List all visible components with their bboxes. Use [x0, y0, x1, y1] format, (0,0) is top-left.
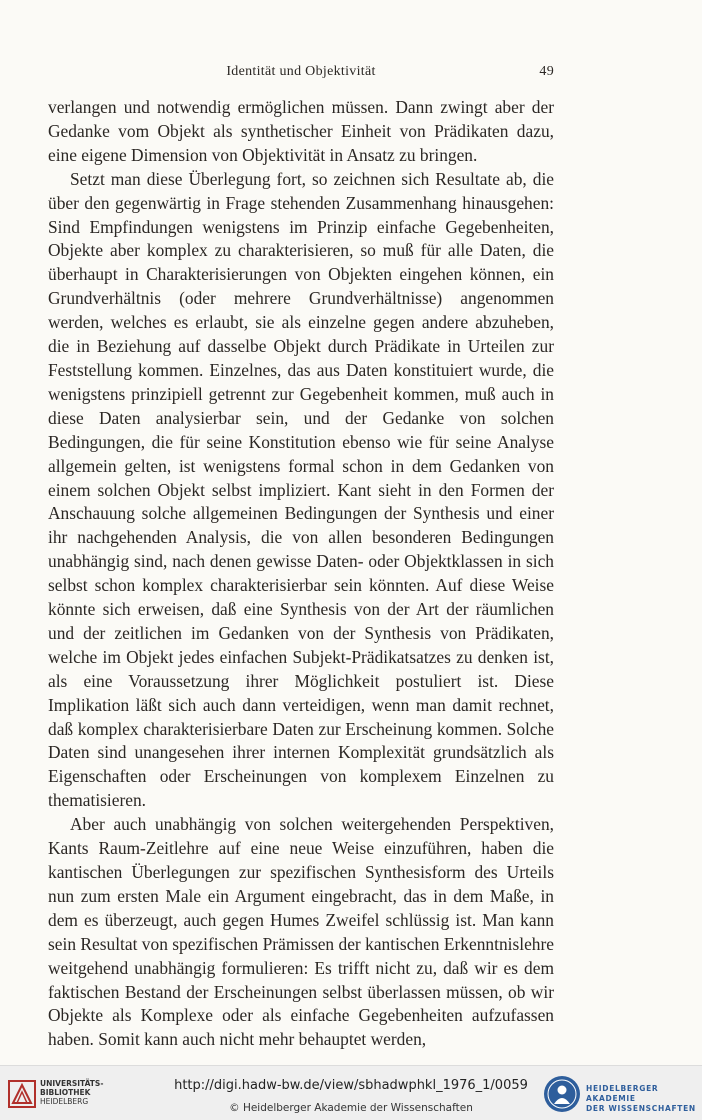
page-number: 49 — [539, 64, 554, 79]
ub-name-line1: UNIVERSITÄTS- — [40, 1079, 104, 1088]
academy-name — [586, 1084, 702, 1114]
academy-line1: HEIDELBERGER AKADEMIE — [586, 1084, 659, 1103]
running-head-title: Identität und Objektivität — [226, 64, 376, 79]
body-text — [48, 96, 554, 1052]
paragraph: Setzt man diese Überlegung fort, so zeichnen sich Resultate ab, die über den gegenwärtig in Frage stehenden Zusammenhang hinausgehen: Sind Empfindungen wenigstens im Prinzip einfache Gegebenheiten, Objekte aber komplex zu charakterisieren, so muß für alle Daten, die überhaupt in Charakterisierungen von Objekten eingehen können, ein Grundverhältnis (oder mehrere Grundverhältnisse) angenommen werden, welches es erlaubt, sie als einzelne gegen andere abzuheben, die in Beziehung auf dasselbe Objekt durch Prädikate in Urteilen zur Feststellung kommen. Einzelnes, das aus Daten konstituiert wurde, die wenigstens prinzipiell getrennt zur Gegebenheit kommen, muß auch in diese Daten analysierbar sein, und der Gedanke von solchen Bedingungen, die für seine Konstitution ebenso wie für seine Analyse allgemein gelten, ist wenigstens formal schon in dem Gedanken von einem solchen Objekt selbst impliziert. Kant sieht in den Formen der Anschauung solche allgemeinen Bedingungen der Synthesis und einer ihr nachgehenden Analysis, die von allen besonderen Bedingungen unabhängig sind, nach denen gewisse Daten- oder Objektklassen in sich selbst schon komplex charakterisierbar sein könnten. Auf diese Weise könnte sich erweisen, daß eine Synthesis von der Art der räumlichen und der zeitlichen im Gedanken von der Synthesis von Prädikaten, welche im Objekt jedes einfachen Subjekt-Prädikatsatzes zu denken ist, als eine Voraussetzung ihrer Möglichkeit postuliert ist. Diese Implikation läßt sich auch dann verteidigen, wenn man damit rechnet, daß komplex charakterisierbare Daten zur Erscheinung kommen. Solche Daten sind unangesehen ihrer internen Komplexität grundsätzlich als Eigenschaften oder Erscheinungen von komplexem Einzelnen zu thematisieren. — [48, 168, 554, 811]
ub-name-line2: BIBLIOTHEK — [40, 1088, 91, 1097]
permalink-url[interactable]: http://digi.hadw-bw.de/view/sbhadwphkl_1976_1/0059 — [174, 1078, 528, 1093]
copyright-notice: © Heidelberger Akademie der Wissenschaften — [229, 1102, 473, 1114]
ub-city: HEIDELBERG — [40, 1097, 89, 1106]
viewer-footer — [0, 1065, 702, 1120]
running-head — [48, 64, 554, 84]
academy-line2: DER WISSENSCHAFTEN — [586, 1104, 696, 1113]
paragraph-continued: verlangen und notwendig ermöglichen müssen. Dann zwingt aber der Gedanke vom Objekt als synthetischer Einheit von Prädikaten dazu, eine eigene Dimension von Objektivität in Ansatz zu bringen. — [48, 97, 554, 165]
academy-seal-icon — [543, 1075, 581, 1113]
paragraph: Aber auch unabhängig von solchen weitergehenden Perspektiven, Kants Raum-Zeitlehre auf eine neue Weise einzuführen, haben die kantischen Überlegungen zur spezifischen Synthesisform des Urteils nun zum ersten Male ein Argument eingebracht, das in dem Maße, in dem es überzeugt, auch gegen Humes Zweifel schlüssig ist. Man kann sein Resultat von spezifischen Prämissen der kantischen Erkenntnislehre weitgehend unabhängig formulieren: Es trifft nicht zu, daß wir es dem faktischen Bestand der Erscheinungen selbst überlassen müssen, ob wir Objekte als Komplexe oder als einfache Gegebenheiten aufzufassen haben. Somit kann auch nicht mehr behauptet werden, — [48, 814, 554, 1050]
